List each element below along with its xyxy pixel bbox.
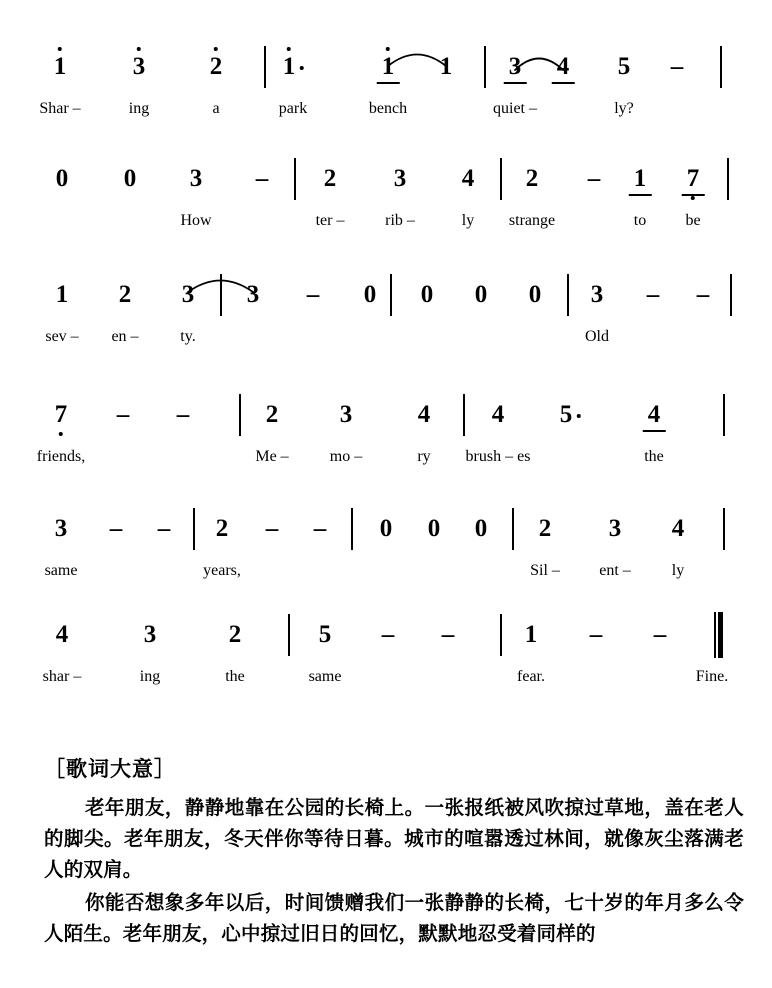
- note-number: 0: [427, 515, 441, 542]
- note: [144, 622, 157, 648]
- duration-dash-glyph: –: [255, 165, 269, 192]
- lyric-syllable: years,: [203, 562, 241, 579]
- rest-note: [428, 516, 441, 542]
- note-number: 1: [55, 281, 69, 308]
- note: [324, 166, 337, 192]
- note: [687, 166, 700, 192]
- barline: [720, 46, 722, 88]
- barline: [727, 158, 729, 200]
- note-number: 3: [54, 515, 68, 542]
- note-number: 2: [538, 515, 552, 542]
- note-number: 3: [339, 401, 353, 428]
- octave-up-dot: [214, 47, 218, 51]
- note: [492, 402, 505, 428]
- staff-line: [0, 40, 772, 152]
- eighth-beam: [629, 194, 652, 196]
- note: [618, 54, 631, 80]
- note: [394, 166, 407, 192]
- note: [216, 516, 229, 542]
- staff-line: [0, 502, 772, 614]
- duration-dash-glyph: –: [441, 621, 455, 648]
- lyric-syllable: How: [180, 212, 212, 229]
- duration-dash-glyph: –: [176, 401, 190, 428]
- note-number: 4: [491, 401, 505, 428]
- note: [56, 282, 69, 308]
- note-number: 3: [393, 165, 407, 192]
- octave-up-dot: [386, 47, 390, 51]
- note-number: 0: [474, 281, 488, 308]
- rest-note: [475, 282, 488, 308]
- lyric-syllable: the: [225, 668, 245, 685]
- barline: [264, 46, 266, 88]
- duration-dash: [307, 282, 320, 308]
- staff-line: [0, 152, 772, 264]
- fine-marking: Fine.: [695, 668, 729, 685]
- octave-down-dot: [59, 432, 63, 436]
- note-number: 2: [265, 401, 279, 428]
- lyric-syllable: quiet –: [493, 100, 537, 117]
- note-number: 4: [648, 402, 661, 428]
- lyric-syllable: to: [633, 212, 647, 229]
- note: [283, 54, 304, 80]
- lyric-syllable: mo –: [329, 448, 363, 465]
- lyric-syllable: ing: [139, 668, 161, 685]
- note: [340, 402, 353, 428]
- lyrics-explanation-block: [44, 755, 744, 951]
- lyric-syllable: same: [44, 562, 78, 579]
- octave-down-dot: [691, 196, 695, 200]
- duration-dash: [647, 282, 660, 308]
- duration-dash: [590, 622, 603, 648]
- slur-arc: [388, 46, 446, 66]
- lyric-syllable: ent –: [599, 562, 631, 579]
- duration-dash: [697, 282, 710, 308]
- note: [609, 516, 622, 542]
- lyric-syllable: a: [212, 100, 220, 117]
- lyric-syllable: Me –: [255, 448, 289, 465]
- barline: [351, 508, 353, 550]
- note-number: 1: [524, 621, 538, 648]
- duration-dash: [177, 402, 190, 428]
- barline: [723, 394, 725, 436]
- note-number: 0: [420, 281, 434, 308]
- note: [418, 402, 431, 428]
- barline: [390, 274, 392, 316]
- note: [190, 166, 203, 192]
- lyric-syllable: Shar –: [39, 100, 81, 117]
- lyric-syllable: en –: [111, 328, 139, 345]
- note: [247, 282, 260, 308]
- note: [55, 516, 68, 542]
- note-number: 0: [379, 515, 393, 542]
- note: [462, 166, 475, 192]
- duration-dash-glyph: –: [109, 515, 123, 542]
- lyric-syllable: sev –: [45, 328, 79, 345]
- note-number: 4: [55, 621, 69, 648]
- note: [119, 282, 132, 308]
- duration-dash-glyph: –: [589, 621, 603, 648]
- lyric-syllable: ter –: [315, 212, 345, 229]
- barline: [463, 394, 465, 436]
- note-number: 5: [617, 53, 631, 80]
- staff-line: [0, 268, 772, 380]
- rest-note: [124, 166, 137, 192]
- note-number: 2: [323, 165, 337, 192]
- lyric-syllable: bench: [368, 100, 408, 117]
- lyric-syllable: ty.: [180, 328, 196, 345]
- eighth-beam: [552, 82, 575, 84]
- duration-dash: [671, 54, 684, 80]
- duration-dash: [110, 516, 123, 542]
- note-number: 2: [525, 165, 539, 192]
- lyric-syllable: strange: [508, 212, 556, 229]
- barline: [239, 394, 241, 436]
- note-number: 1: [382, 54, 395, 80]
- note: [229, 622, 242, 648]
- barline: [484, 46, 486, 88]
- rest-note: [56, 166, 69, 192]
- note-number: 1: [634, 166, 647, 192]
- note-number: 2: [118, 281, 132, 308]
- lyric-syllable: ing: [128, 100, 150, 117]
- note: [634, 166, 647, 192]
- note-number: 0: [55, 165, 69, 192]
- note: [672, 516, 685, 542]
- duration-dash-glyph: –: [670, 53, 684, 80]
- note-number: 1: [439, 53, 453, 80]
- duration-dash-glyph: –: [653, 621, 667, 648]
- note: [440, 54, 453, 80]
- note-number: 2: [210, 54, 223, 80]
- lyric-syllable: park: [278, 100, 308, 117]
- duration-dash: [158, 516, 171, 542]
- rest-note: [364, 282, 377, 308]
- note: [319, 622, 332, 648]
- lyric-syllable: the: [644, 448, 664, 465]
- augmentation-dot: [299, 66, 303, 70]
- rest-note: [475, 516, 488, 542]
- barline: [512, 508, 514, 550]
- note: [55, 402, 68, 428]
- note-number: 1: [54, 54, 67, 80]
- duration-dash-glyph: –: [313, 515, 327, 542]
- lyric-syllable: ly: [671, 562, 685, 579]
- lyric-syllable: shar –: [42, 668, 82, 685]
- note-number: 0: [123, 165, 137, 192]
- note-number: 3: [590, 281, 604, 308]
- note: [560, 402, 581, 428]
- note: [525, 622, 538, 648]
- octave-up-dot: [287, 47, 291, 51]
- eighth-beam: [643, 430, 666, 432]
- note: [54, 54, 67, 80]
- note-number: 4: [417, 401, 431, 428]
- lyric-syllable: rib –: [385, 212, 415, 229]
- duration-dash-glyph: –: [157, 515, 171, 542]
- final-barline: [714, 612, 723, 658]
- note: [526, 166, 539, 192]
- note-number: 3: [181, 281, 195, 308]
- lyric-syllable: be: [685, 212, 701, 229]
- lyric-syllable: same: [308, 668, 342, 685]
- note-number: 4: [557, 54, 570, 80]
- rest-note: [529, 282, 542, 308]
- note-number: 0: [474, 515, 488, 542]
- note-number: 2: [228, 621, 242, 648]
- note-number: 3: [608, 515, 622, 542]
- note-number: 0: [363, 281, 377, 308]
- note-number: 4: [671, 515, 685, 542]
- barline: [193, 508, 195, 550]
- duration-dash-glyph: –: [381, 621, 395, 648]
- duration-dash: [442, 622, 455, 648]
- duration-dash-glyph: –: [696, 281, 710, 308]
- lyric-syllable: brush – es: [465, 448, 531, 465]
- lyrics-explanation-paragraph: 你能否想象多年以后，时间馈赠我们一张静静的长椅，七十岁的年月多么令人陌生。老年朋友，心中掠过旧日的回忆，默默地忍受着同样的: [44, 891, 744, 945]
- duration-dash-glyph: –: [265, 515, 279, 542]
- lyric-syllable: Sil –: [530, 562, 560, 579]
- note-number: 3: [143, 621, 157, 648]
- eighth-beam: [377, 82, 400, 84]
- lyric-syllable: friends,: [36, 448, 86, 465]
- note: [133, 54, 146, 80]
- note-number: 7: [55, 402, 68, 428]
- duration-dash: [314, 516, 327, 542]
- note-number: 5: [318, 621, 332, 648]
- lyric-syllable: ly: [461, 212, 475, 229]
- note-number: 3: [189, 165, 203, 192]
- note: [557, 54, 570, 80]
- eighth-beam: [504, 82, 527, 84]
- staff-line: [0, 388, 772, 500]
- barline: [500, 158, 502, 200]
- note-number: 3: [246, 281, 260, 308]
- note: [509, 54, 522, 80]
- note-number: 2: [215, 515, 229, 542]
- note: [382, 54, 395, 80]
- lyric-syllable: ry: [417, 448, 431, 465]
- note: [56, 622, 69, 648]
- note: [182, 282, 195, 308]
- barline: [567, 274, 569, 316]
- note: [648, 402, 661, 428]
- barline: [500, 614, 502, 656]
- note: [591, 282, 604, 308]
- barline: [730, 274, 732, 316]
- staff-line: [0, 608, 772, 720]
- note-number: 3: [509, 54, 522, 80]
- barline: [723, 508, 725, 550]
- lyric-syllable: Old: [585, 328, 609, 345]
- eighth-beam: [682, 194, 705, 196]
- duration-dash: [654, 622, 667, 648]
- note-number: 1: [283, 54, 296, 80]
- duration-dash-glyph: –: [587, 165, 601, 192]
- duration-dash: [117, 402, 130, 428]
- barline: [294, 158, 296, 200]
- note-number: 5: [559, 401, 573, 428]
- note: [210, 54, 223, 80]
- note-number: 3: [133, 54, 146, 80]
- lyric-syllable: ly?: [614, 100, 634, 117]
- lyric-syllable: fear.: [517, 668, 545, 685]
- rest-note: [380, 516, 393, 542]
- note-number: 7: [687, 166, 700, 192]
- duration-dash: [382, 622, 395, 648]
- duration-dash: [588, 166, 601, 192]
- duration-dash: [266, 516, 279, 542]
- note: [266, 402, 279, 428]
- octave-up-dot: [137, 47, 141, 51]
- note-number: 4: [461, 165, 475, 192]
- duration-dash-glyph: –: [646, 281, 660, 308]
- octave-up-dot: [58, 47, 62, 51]
- duration-dash: [256, 166, 269, 192]
- augmentation-dot: [576, 414, 580, 418]
- note: [539, 516, 552, 542]
- note-number: 0: [528, 281, 542, 308]
- lyrics-explanation-paragraph: 老年朋友，静静地靠在公园的长椅上。一张报纸被风吹掠过草地，盖在老人的脚尖。老年朋友，冬天伴你等待日暮。城市的喧嚣透过林间，就像灰尘落满老人的双肩。: [44, 796, 744, 881]
- slur-arc: [188, 272, 253, 292]
- lyrics-explanation-heading: ［歌词大意］: [44, 757, 176, 781]
- barline: [288, 614, 290, 656]
- duration-dash-glyph: –: [306, 281, 320, 308]
- rest-note: [421, 282, 434, 308]
- duration-dash-glyph: –: [116, 401, 130, 428]
